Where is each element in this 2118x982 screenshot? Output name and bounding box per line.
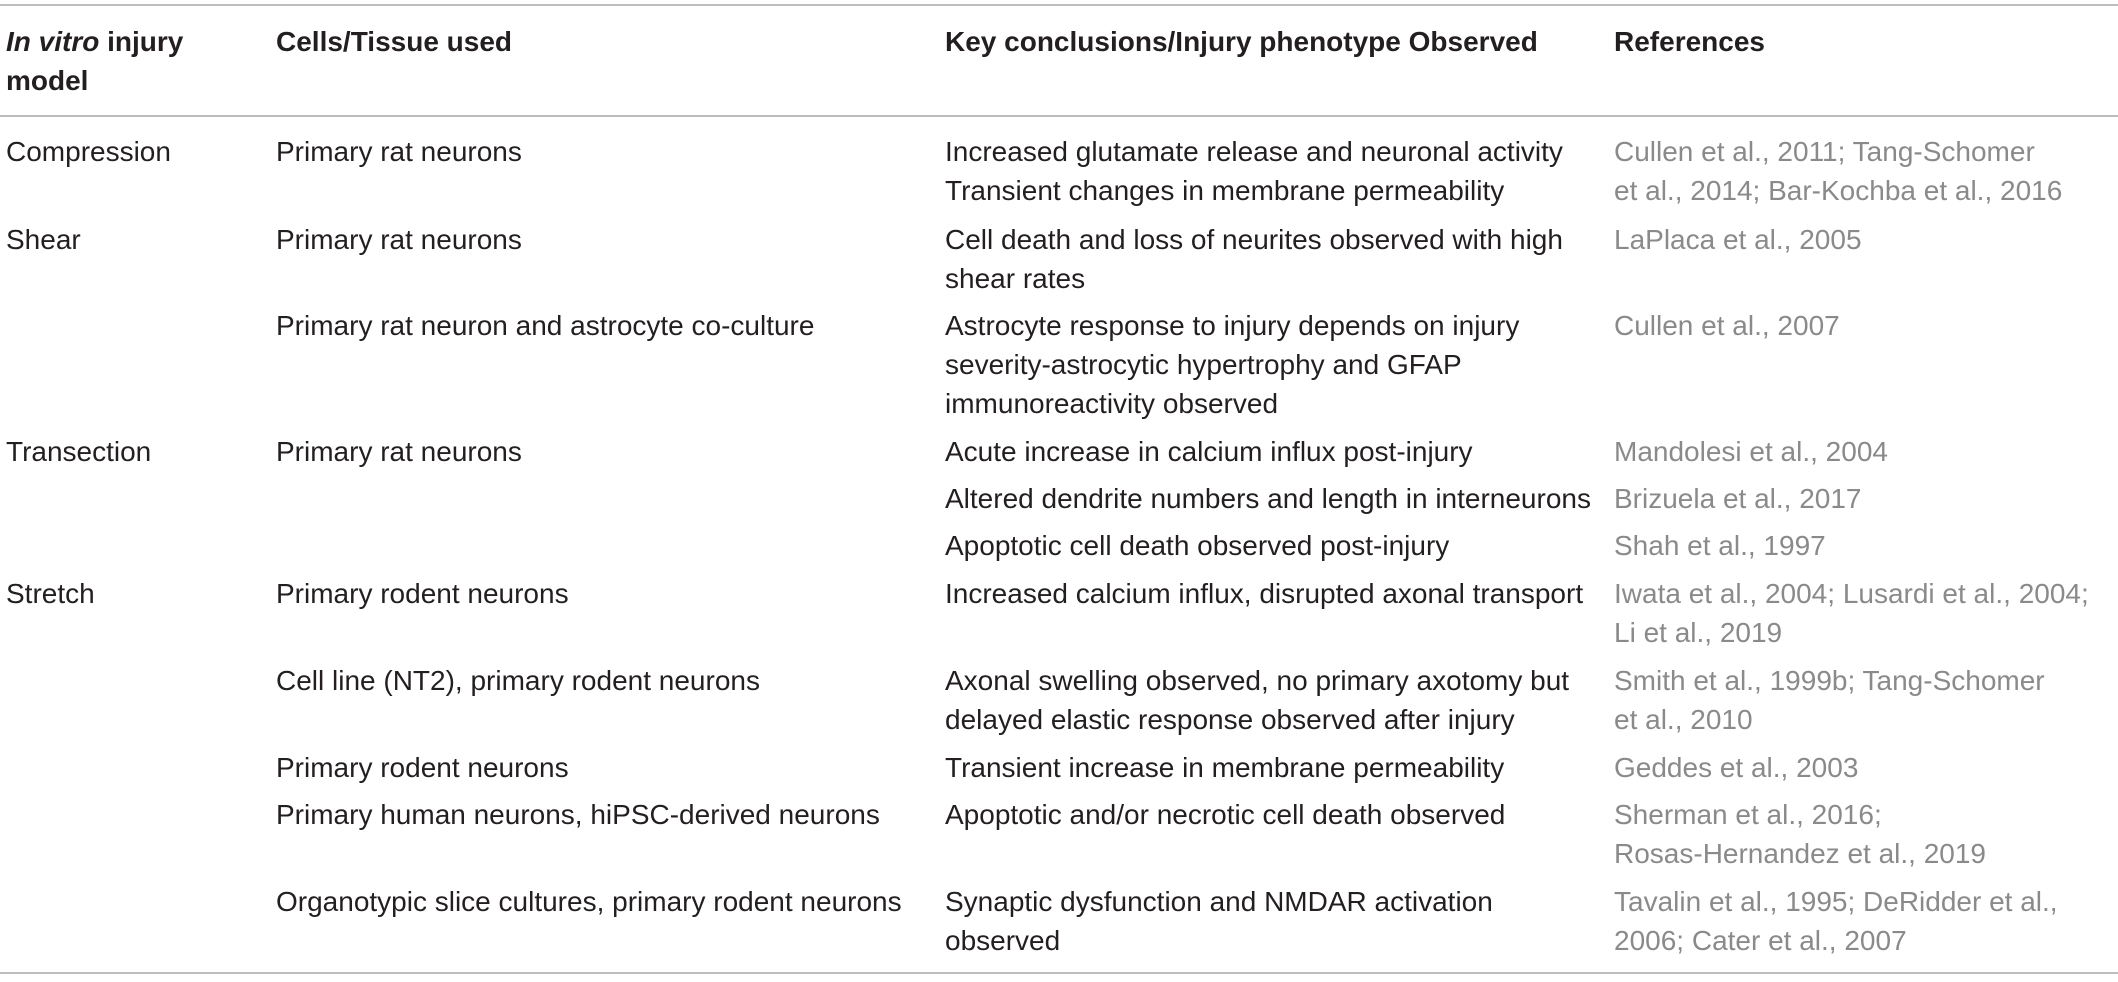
row-references[interactable]: Sherman et al., 2016; Rosas-Hernandez et al., 2019: [1614, 799, 1986, 869]
row-conclusions: Transient increase in membrane permeability: [945, 752, 1505, 783]
row-references[interactable]: Tavalin et al., 1995; DeRidder et al., 2006; Cater et al., 2007: [1614, 886, 2058, 956]
table-top-rule: [0, 4, 2118, 6]
row-references[interactable]: Cullen et al., 2011; Tang-Schomer et al., 2014; Bar-Kochba et al., 2016: [1614, 136, 2063, 206]
row-cells: Primary rodent neurons: [276, 578, 569, 609]
row-references[interactable]: Cullen et al., 2007: [1614, 310, 1840, 341]
row-references[interactable]: Mandolesi et al., 2004: [1614, 436, 1888, 467]
table-bottom-rule: [0, 972, 2118, 974]
row-conclusions: Increased glutamate release and neuronal activity Transient changes in membrane permeability: [945, 136, 1563, 206]
row-model: Stretch: [6, 578, 95, 609]
row-conclusions: Acute increase in calcium influx post-injury: [945, 436, 1473, 467]
header-cells-tissue: Cells/Tissue used: [276, 26, 513, 57]
row-conclusions: Synaptic dysfunction and NMDAR activation observed: [945, 886, 1493, 956]
row-conclusions: Apoptotic and/or necrotic cell death observed: [945, 799, 1506, 830]
row-references[interactable]: LaPlaca et al., 2005: [1614, 224, 1862, 255]
row-conclusions: Increased calcium influx, disrupted axonal transport: [945, 578, 1584, 609]
row-conclusions: Apoptotic cell death observed post-injury: [945, 530, 1450, 561]
row-cells: Primary rodent neurons: [276, 752, 569, 783]
row-cells: Primary rat neurons: [276, 436, 522, 467]
row-cells: Primary rat neurons: [276, 136, 522, 167]
row-conclusions: Altered dendrite numbers and length in interneurons: [945, 483, 1591, 514]
header-injury-model: In vitro injury model: [6, 26, 184, 96]
row-model: Transection: [6, 436, 152, 467]
header-references: References: [1614, 26, 1765, 57]
row-conclusions: Cell death and loss of neurites observed with high shear rates: [945, 224, 1563, 294]
header-key-conclusions: Key conclusions/Injury phenotype Observed: [945, 26, 1538, 57]
row-cells: Primary rat neuron and astrocyte co-culture: [276, 310, 815, 341]
row-references[interactable]: Brizuela et al., 2017: [1614, 483, 1862, 514]
row-cells: Primary rat neurons: [276, 224, 522, 255]
row-model: Shear: [6, 224, 81, 255]
row-references[interactable]: Smith et al., 1999b; Tang-Schomer et al., 2010: [1614, 665, 2045, 735]
row-cells: Primary human neurons, hiPSC-derived neurons: [276, 799, 880, 830]
row-model: Compression: [6, 136, 171, 167]
row-cells: Organotypic slice cultures, primary rodent neurons: [276, 886, 902, 917]
row-references[interactable]: Geddes et al., 2003: [1614, 752, 1859, 783]
header-rule: [0, 115, 2118, 117]
row-references[interactable]: Shah et al., 1997: [1614, 530, 1826, 561]
row-conclusions: Axonal swelling observed, no primary axotomy but delayed elastic response observed after injury: [945, 665, 1570, 735]
row-references[interactable]: Iwata et al., 2004; Lusardi et al., 2004; Li et al., 2019: [1614, 578, 2089, 648]
row-cells: Cell line (NT2), primary rodent neurons: [276, 665, 760, 696]
row-conclusions: Astrocyte response to injury depends on injury severity-astrocytic hypertrophy and GFAP immunoreactivity observed: [945, 310, 1520, 419]
